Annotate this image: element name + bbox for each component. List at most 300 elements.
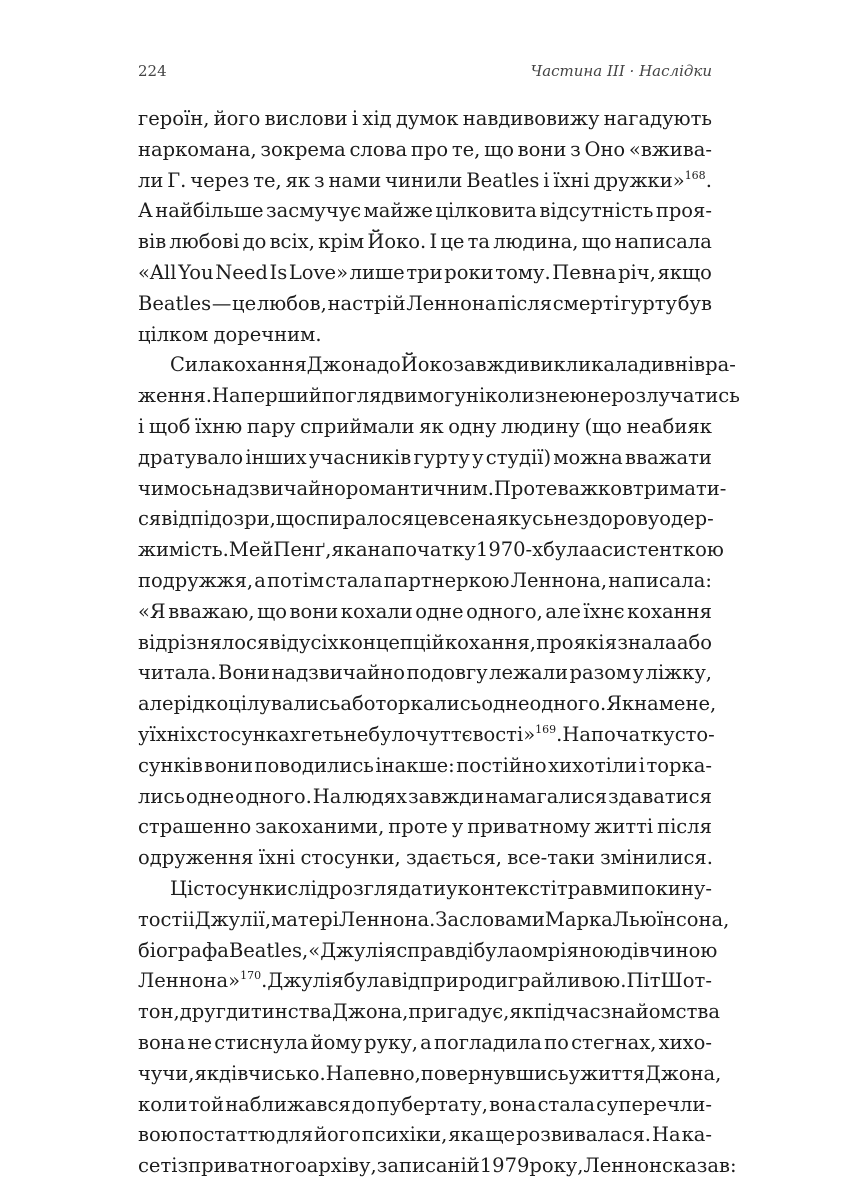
word: їхні bbox=[258, 846, 296, 870]
word: Оно bbox=[584, 137, 626, 161]
word: відрізнялося bbox=[138, 630, 270, 654]
word: але bbox=[138, 692, 174, 716]
word: і bbox=[543, 168, 550, 192]
word: знала bbox=[617, 630, 677, 654]
word: а bbox=[254, 568, 266, 592]
word: стосунках bbox=[196, 722, 301, 746]
text-line bbox=[138, 936, 718, 967]
word: у bbox=[446, 876, 458, 900]
word: «Я bbox=[138, 599, 166, 623]
word: надзвичайно bbox=[271, 661, 406, 685]
word: вона bbox=[138, 1030, 186, 1054]
word: Шот- bbox=[660, 969, 712, 993]
word: геть bbox=[300, 722, 344, 746]
word: була bbox=[543, 538, 591, 562]
word: ка- bbox=[681, 1123, 712, 1147]
word: You bbox=[178, 260, 214, 284]
word: написала: bbox=[608, 568, 712, 592]
text-line bbox=[138, 1028, 712, 1059]
word: вони bbox=[289, 599, 339, 623]
word: і bbox=[638, 753, 646, 777]
word: Пенґ, bbox=[273, 538, 332, 562]
word: травми bbox=[556, 876, 631, 900]
word: Is bbox=[269, 260, 288, 284]
word: подовгу bbox=[406, 661, 488, 685]
word: людину bbox=[501, 414, 580, 438]
page-number: 224 bbox=[138, 62, 167, 80]
word: як bbox=[509, 1000, 534, 1024]
word: ли bbox=[138, 168, 164, 192]
word: Beatles, bbox=[228, 938, 309, 962]
word: після bbox=[657, 815, 712, 839]
word: від bbox=[161, 507, 191, 531]
text-line bbox=[138, 812, 712, 843]
word: їхніх bbox=[149, 722, 197, 746]
word: не bbox=[586, 384, 612, 408]
word: здаватися bbox=[608, 784, 712, 808]
word: майже bbox=[363, 199, 433, 223]
word: ніколи bbox=[466, 384, 535, 408]
word: те, bbox=[253, 168, 282, 192]
word: Леннона. bbox=[338, 907, 436, 931]
word: нездорову bbox=[553, 507, 660, 531]
word: одер- bbox=[659, 507, 714, 531]
word: розвивалася. bbox=[516, 1123, 651, 1147]
word: про bbox=[536, 630, 574, 654]
word: Леннона»$^{170}$. bbox=[138, 969, 268, 993]
word: стала bbox=[325, 568, 383, 592]
word: Джулії, bbox=[194, 907, 272, 931]
word: надзвичайно bbox=[212, 476, 346, 500]
word: асистенткою bbox=[590, 538, 724, 562]
word: річ, bbox=[618, 260, 656, 284]
word: щоб bbox=[148, 414, 191, 438]
word: цілковита bbox=[435, 199, 537, 223]
word: кохання, bbox=[444, 630, 536, 654]
word: постійно bbox=[456, 753, 547, 777]
word: тому. bbox=[495, 260, 551, 284]
word: або bbox=[676, 630, 712, 654]
word: людина, bbox=[493, 230, 579, 254]
word: справді bbox=[396, 938, 474, 962]
text-line bbox=[138, 289, 712, 320]
word: Піт bbox=[626, 969, 661, 993]
word: під bbox=[533, 1000, 566, 1024]
text-line bbox=[138, 597, 712, 628]
word: або bbox=[340, 692, 376, 716]
word: студії) bbox=[485, 445, 552, 469]
word: слід bbox=[287, 876, 329, 900]
word: одне bbox=[481, 692, 530, 716]
word: пригадує, bbox=[408, 1000, 510, 1024]
word: по bbox=[544, 1030, 569, 1054]
word: Beatles bbox=[138, 291, 212, 315]
word: написала bbox=[614, 230, 712, 254]
word: яка bbox=[448, 1123, 485, 1147]
word: дитинства bbox=[225, 1000, 333, 1024]
word: кохали bbox=[340, 599, 413, 623]
word: що bbox=[484, 137, 514, 161]
word: одну bbox=[448, 414, 497, 438]
text-line bbox=[138, 412, 712, 443]
word: пару bbox=[246, 414, 296, 438]
word: ся bbox=[138, 507, 162, 531]
word: Льюїнсона, bbox=[612, 907, 730, 931]
body-text bbox=[138, 104, 740, 1182]
word: Beatles bbox=[466, 168, 540, 192]
word: чимось bbox=[138, 476, 213, 500]
word: ження. bbox=[138, 384, 212, 408]
text-line bbox=[138, 381, 740, 412]
text-line bbox=[138, 751, 712, 782]
word: від bbox=[390, 969, 421, 993]
word: була bbox=[343, 969, 391, 993]
text-line bbox=[138, 166, 712, 197]
word: якусь bbox=[496, 507, 554, 531]
word: та bbox=[467, 230, 491, 254]
word: На bbox=[562, 722, 591, 746]
word: Йоко bbox=[400, 353, 454, 377]
word: як bbox=[194, 1061, 219, 1085]
word: закоханими, bbox=[255, 815, 385, 839]
word: любові bbox=[169, 230, 240, 254]
word: рідко bbox=[173, 692, 229, 716]
word: з bbox=[534, 384, 546, 408]
word: з bbox=[313, 168, 325, 192]
word: одруження bbox=[138, 846, 254, 870]
word: концепцій bbox=[338, 630, 445, 654]
word: завжди bbox=[453, 353, 530, 377]
word: одного. bbox=[529, 692, 607, 716]
word: інших bbox=[245, 445, 307, 469]
text-line bbox=[138, 566, 712, 597]
word: це bbox=[414, 507, 439, 531]
word: тон, bbox=[138, 1000, 180, 1024]
word: 1979 bbox=[479, 1154, 530, 1178]
word: цілувались bbox=[228, 692, 341, 716]
word: одне bbox=[415, 599, 464, 623]
word: проя- bbox=[655, 199, 712, 223]
word: до bbox=[242, 230, 267, 254]
word: слова bbox=[349, 137, 408, 161]
word: матері bbox=[271, 907, 339, 931]
word: роки bbox=[444, 260, 494, 284]
word: не bbox=[187, 1030, 213, 1054]
word: їхні bbox=[553, 168, 590, 192]
word: у bbox=[568, 1061, 581, 1085]
running-head: Частина ІІІ · Наслідки bbox=[530, 62, 712, 80]
word: від bbox=[269, 630, 299, 654]
footnote-ref: 170 bbox=[240, 969, 262, 983]
word: суперечли- bbox=[596, 1092, 712, 1116]
word: з bbox=[570, 137, 581, 161]
word: розлучатись bbox=[611, 384, 740, 408]
word: для bbox=[276, 1123, 314, 1147]
word: (що bbox=[584, 414, 622, 438]
word: але bbox=[545, 599, 581, 623]
text-line bbox=[138, 1059, 722, 1090]
word: стосунки, bbox=[300, 846, 401, 870]
word: приватного bbox=[188, 1154, 307, 1178]
word: як bbox=[285, 168, 311, 192]
word: вони bbox=[517, 137, 567, 161]
word: проте bbox=[388, 815, 448, 839]
word: дружки»$^{168}$. bbox=[593, 168, 712, 192]
word: сто- bbox=[674, 722, 715, 746]
word: омріяною bbox=[520, 938, 621, 962]
word: як bbox=[419, 414, 444, 438]
word: сказав: bbox=[662, 1154, 737, 1178]
text-line bbox=[138, 104, 712, 135]
word: повернувшись bbox=[420, 1061, 569, 1085]
word: стосунки bbox=[193, 876, 288, 900]
word: вимогу bbox=[393, 384, 467, 408]
word: і bbox=[188, 907, 195, 931]
text-line bbox=[138, 504, 712, 535]
word: біографа bbox=[138, 938, 229, 962]
word: у bbox=[632, 661, 645, 685]
word: вою bbox=[138, 1123, 178, 1147]
word: розглядати bbox=[328, 876, 447, 900]
word: торка- bbox=[646, 753, 712, 777]
word: на bbox=[367, 538, 393, 562]
word: хід bbox=[362, 107, 392, 130]
word: ще bbox=[485, 1123, 516, 1147]
word: чуттєвості»$^{169}$. bbox=[415, 722, 563, 746]
text-line bbox=[138, 1120, 712, 1151]
text-line bbox=[138, 874, 712, 905]
text-line bbox=[138, 843, 712, 874]
word: була bbox=[473, 938, 521, 962]
word: вів bbox=[138, 230, 167, 254]
word: відсутність bbox=[539, 199, 654, 223]
word: про bbox=[410, 137, 449, 161]
word: учасників bbox=[308, 445, 412, 469]
word: одне bbox=[185, 784, 235, 808]
word: те, bbox=[451, 137, 481, 161]
word: інакше: bbox=[375, 753, 455, 777]
word: страшенно bbox=[138, 815, 252, 839]
word: у bbox=[451, 815, 464, 839]
word: «All bbox=[138, 260, 177, 284]
word: а bbox=[420, 1030, 432, 1054]
word: його bbox=[213, 107, 261, 130]
word: словами bbox=[459, 907, 545, 931]
word: героїн, bbox=[138, 107, 210, 130]
word: хихотіли bbox=[548, 753, 638, 777]
word: чучи, bbox=[138, 1061, 195, 1085]
footnote-ref: 169 bbox=[535, 722, 557, 736]
word: чинили bbox=[385, 168, 463, 192]
word: хихо- bbox=[658, 1030, 712, 1054]
text-line bbox=[138, 474, 727, 505]
word: Джона, bbox=[332, 1000, 409, 1024]
word: постаттю bbox=[178, 1123, 276, 1147]
word: одного, bbox=[466, 599, 543, 623]
word: наближався bbox=[225, 1092, 351, 1116]
word: вважаю, bbox=[168, 599, 255, 623]
word: що bbox=[581, 230, 612, 254]
word: все-таки bbox=[507, 846, 595, 870]
word: На bbox=[651, 1123, 681, 1147]
text-line bbox=[138, 196, 712, 227]
word: стала bbox=[537, 1092, 595, 1116]
word: Джона, bbox=[645, 1061, 722, 1085]
word: ліжку, bbox=[645, 661, 712, 685]
word: лись bbox=[138, 784, 185, 808]
word: Як bbox=[606, 692, 635, 716]
word: вони bbox=[204, 753, 254, 777]
word: нагадують bbox=[603, 107, 712, 130]
word: подружжя, bbox=[138, 568, 254, 592]
word: здається, bbox=[405, 846, 502, 870]
word: які bbox=[573, 630, 605, 654]
text-line bbox=[138, 135, 712, 166]
word: якщо bbox=[657, 260, 712, 284]
word: було bbox=[368, 722, 416, 746]
text-line bbox=[138, 227, 712, 258]
word: Джулія bbox=[267, 969, 344, 993]
word: друг bbox=[179, 1000, 226, 1024]
word: покину- bbox=[630, 876, 712, 900]
word: Need bbox=[215, 260, 268, 284]
word: неабияк bbox=[626, 414, 712, 438]
word: підозри, bbox=[190, 507, 276, 531]
word: можна bbox=[553, 445, 623, 469]
page-header bbox=[138, 62, 712, 86]
word: на bbox=[634, 692, 659, 716]
word: одного. bbox=[235, 784, 312, 808]
word: коли bbox=[138, 1092, 188, 1116]
word: людях bbox=[342, 784, 408, 808]
text-line bbox=[138, 443, 712, 474]
word: настрій bbox=[327, 291, 406, 315]
word: стегнах, bbox=[571, 1030, 657, 1054]
text-line bbox=[138, 720, 715, 751]
word: любов, bbox=[256, 291, 327, 315]
word: сунків bbox=[138, 753, 203, 777]
word: гурту bbox=[620, 291, 678, 315]
word: «вжива- bbox=[628, 137, 712, 161]
word: Певна bbox=[552, 260, 617, 284]
word: через bbox=[190, 168, 250, 192]
text-line bbox=[138, 966, 712, 997]
word: «Джулія bbox=[308, 938, 397, 962]
word: А bbox=[138, 199, 153, 223]
word: вра- bbox=[694, 353, 736, 377]
word: тості bbox=[138, 907, 189, 931]
text-line bbox=[138, 628, 712, 659]
word: початку bbox=[590, 722, 675, 746]
word: Джона bbox=[306, 353, 377, 377]
word: року, bbox=[529, 1154, 584, 1178]
word: Вони bbox=[217, 661, 271, 685]
word: знайомства bbox=[600, 1000, 720, 1024]
word: руку, bbox=[364, 1030, 418, 1054]
text-line bbox=[138, 658, 712, 689]
word: не bbox=[343, 722, 369, 746]
word: Мей bbox=[228, 538, 274, 562]
word: їхнє bbox=[583, 599, 625, 623]
word: доречним. bbox=[213, 322, 322, 346]
word: три bbox=[406, 260, 443, 284]
word: погляд bbox=[321, 384, 394, 408]
word: вважати bbox=[624, 445, 712, 469]
word: втримати- bbox=[621, 476, 727, 500]
text-line bbox=[138, 1090, 712, 1121]
word: жимість. bbox=[138, 538, 229, 562]
word: життя bbox=[580, 1061, 645, 1085]
word: його bbox=[314, 1123, 361, 1147]
word: — bbox=[211, 291, 232, 315]
word: усіх bbox=[299, 630, 339, 654]
word: разом bbox=[569, 661, 632, 685]
word: важко bbox=[557, 476, 622, 500]
word: Марка bbox=[544, 907, 613, 931]
word: до bbox=[351, 1092, 376, 1116]
word: що bbox=[275, 507, 306, 531]
word: За bbox=[435, 907, 460, 931]
word: романтичним. bbox=[345, 476, 494, 500]
word: архіву, bbox=[306, 1154, 377, 1178]
text-line bbox=[138, 258, 712, 289]
word: лежали bbox=[489, 661, 569, 685]
word: думок bbox=[395, 107, 459, 130]
word: початку bbox=[392, 538, 476, 562]
word: Проте bbox=[493, 476, 558, 500]
word: записаній bbox=[376, 1154, 480, 1178]
word: дивні bbox=[638, 353, 695, 377]
word: Леннона bbox=[406, 291, 497, 315]
word: потім bbox=[267, 568, 324, 592]
word: кохання bbox=[627, 599, 712, 623]
word: на bbox=[471, 507, 497, 531]
text-line bbox=[138, 689, 717, 720]
word: читала. bbox=[138, 661, 217, 685]
word: грайливою. bbox=[507, 969, 627, 993]
word: нами bbox=[328, 168, 382, 192]
word: після bbox=[497, 291, 553, 315]
word: поводились bbox=[254, 753, 374, 777]
word: найбільше bbox=[155, 199, 264, 223]
word: приватному bbox=[467, 815, 591, 839]
word: Леннон bbox=[583, 1154, 663, 1178]
word: На bbox=[312, 784, 342, 808]
word: лише bbox=[349, 260, 405, 284]
word: торкались bbox=[375, 692, 482, 716]
word: я bbox=[604, 630, 618, 654]
word: перший bbox=[240, 384, 322, 408]
word: це bbox=[440, 230, 465, 254]
word: дратувало bbox=[138, 445, 244, 469]
text-line bbox=[138, 905, 730, 936]
word: 1970-х bbox=[475, 538, 544, 562]
word: був bbox=[677, 291, 712, 315]
word: Сила bbox=[170, 353, 222, 377]
word: спиралося bbox=[305, 507, 415, 531]
word: намагалися bbox=[485, 784, 608, 808]
word: мене, bbox=[658, 692, 717, 716]
word: з bbox=[177, 1154, 189, 1178]
word: і bbox=[138, 414, 145, 438]
word: нею bbox=[545, 384, 587, 408]
word: психіки, bbox=[361, 1123, 448, 1147]
word: крім bbox=[318, 230, 365, 254]
word: дівчиною bbox=[620, 938, 718, 962]
word: стиснула bbox=[214, 1030, 309, 1054]
word: пубертату, bbox=[376, 1092, 488, 1116]
word: яка bbox=[331, 538, 368, 562]
